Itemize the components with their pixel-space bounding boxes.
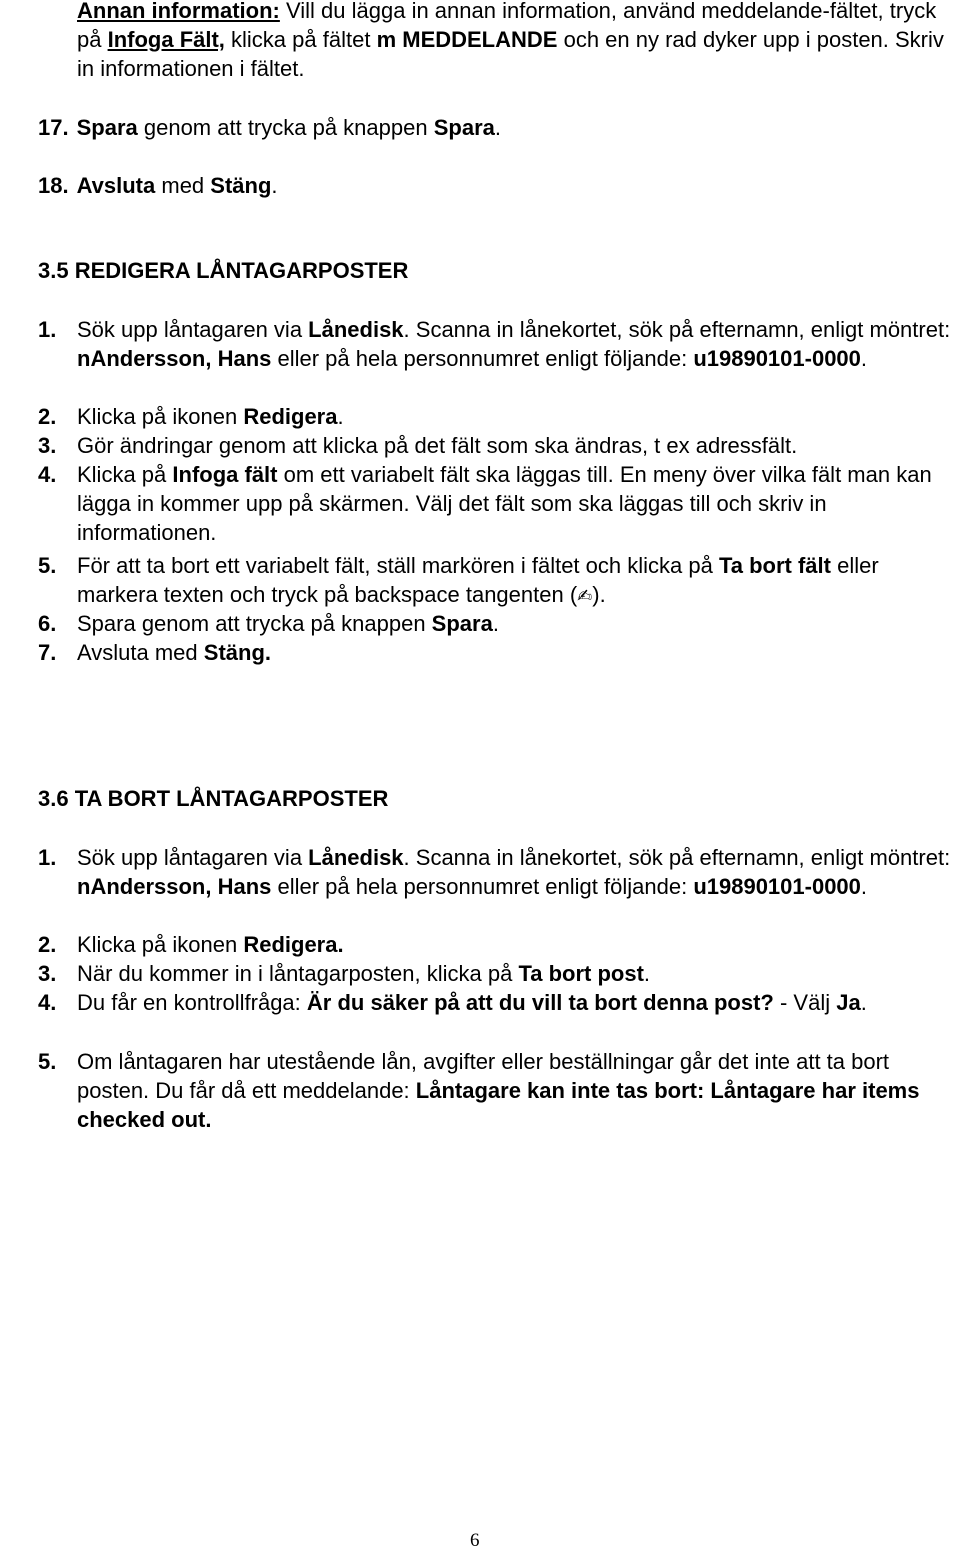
list-item: 3. Gör ändringar genom att klicka på det fält som ska ändras, t ex adressfält. <box>38 433 798 458</box>
list-item: 1. Sök upp låntagaren via Lånedisk. Scanna in lånekortet, sök på efternamn, enligt möntret: nAndersson, Hans eller på hela personnumret enligt följande: u19890101-0000. <box>38 317 951 371</box>
list-item: 2. Klicka på ikonen Redigera. <box>38 404 344 429</box>
list-item: 7. Avsluta med Stäng. <box>38 640 272 665</box>
list-item: 5. Om låntagaren har utestående lån, avgifter eller beställningar går det inte att ta bort posten. Du får då ett meddelande: Låntagare kan inte tas bort: Låntagare har items checked out. <box>38 1049 920 1132</box>
backspace-pen-icon: ✍ <box>577 586 593 607</box>
list-item: 5. För att ta bort ett variabelt fält, ställ markören i fältet och klicka på Ta bort fält eller markera texten och tryck på backspace tangenten (✍). <box>38 553 879 607</box>
intro-paragraph: Annan information: Vill du lägga in annan information, använd meddelande-fältet, tryck på Infoga Fält, klicka på fältet m MEDDELANDE och en ny rad dyker upp i posten. Skriv in informationen i fältet. <box>77 0 944 81</box>
intro-label: Annan information: <box>77 0 280 23</box>
list-item: 4. Du får en kontrollfråga: Är du säker på att du vill ta bort denna post? - Välj Ja. <box>38 990 867 1015</box>
list-item: 2. Klicka på ikonen Redigera. <box>38 932 344 957</box>
step-17: 17. Spara genom att trycka på knappen Spara. <box>38 115 501 140</box>
list-item: 6. Spara genom att trycka på knappen Spara. <box>38 611 499 636</box>
list-item: 3. När du kommer in i låntagarposten, klicka på Ta bort post. <box>38 961 651 986</box>
page-number: 6 <box>470 1530 480 1551</box>
section-heading-3-5: 3.5 REDIGERA LÅNTAGARPOSTER <box>38 258 409 283</box>
list-item: 4. Klicka på Infoga fält om ett variabelt fält ska läggas till. En meny över vilka fält man kan lägga in kommer upp på skärmen. Välj det fält som ska läggas till och skriv in informationen. <box>38 462 932 545</box>
section-heading-3-6: 3.6 TA BORT LÅNTAGARPOSTER <box>38 786 389 811</box>
list-item: 1. Sök upp låntagaren via Lånedisk. Scanna in lånekortet, sök på efternamn, enligt möntret: nAndersson, Hans eller på hela personnumret enligt följande: u19890101-0000. <box>38 845 951 899</box>
step-18: 18. Avsluta med Stäng. <box>38 173 278 198</box>
